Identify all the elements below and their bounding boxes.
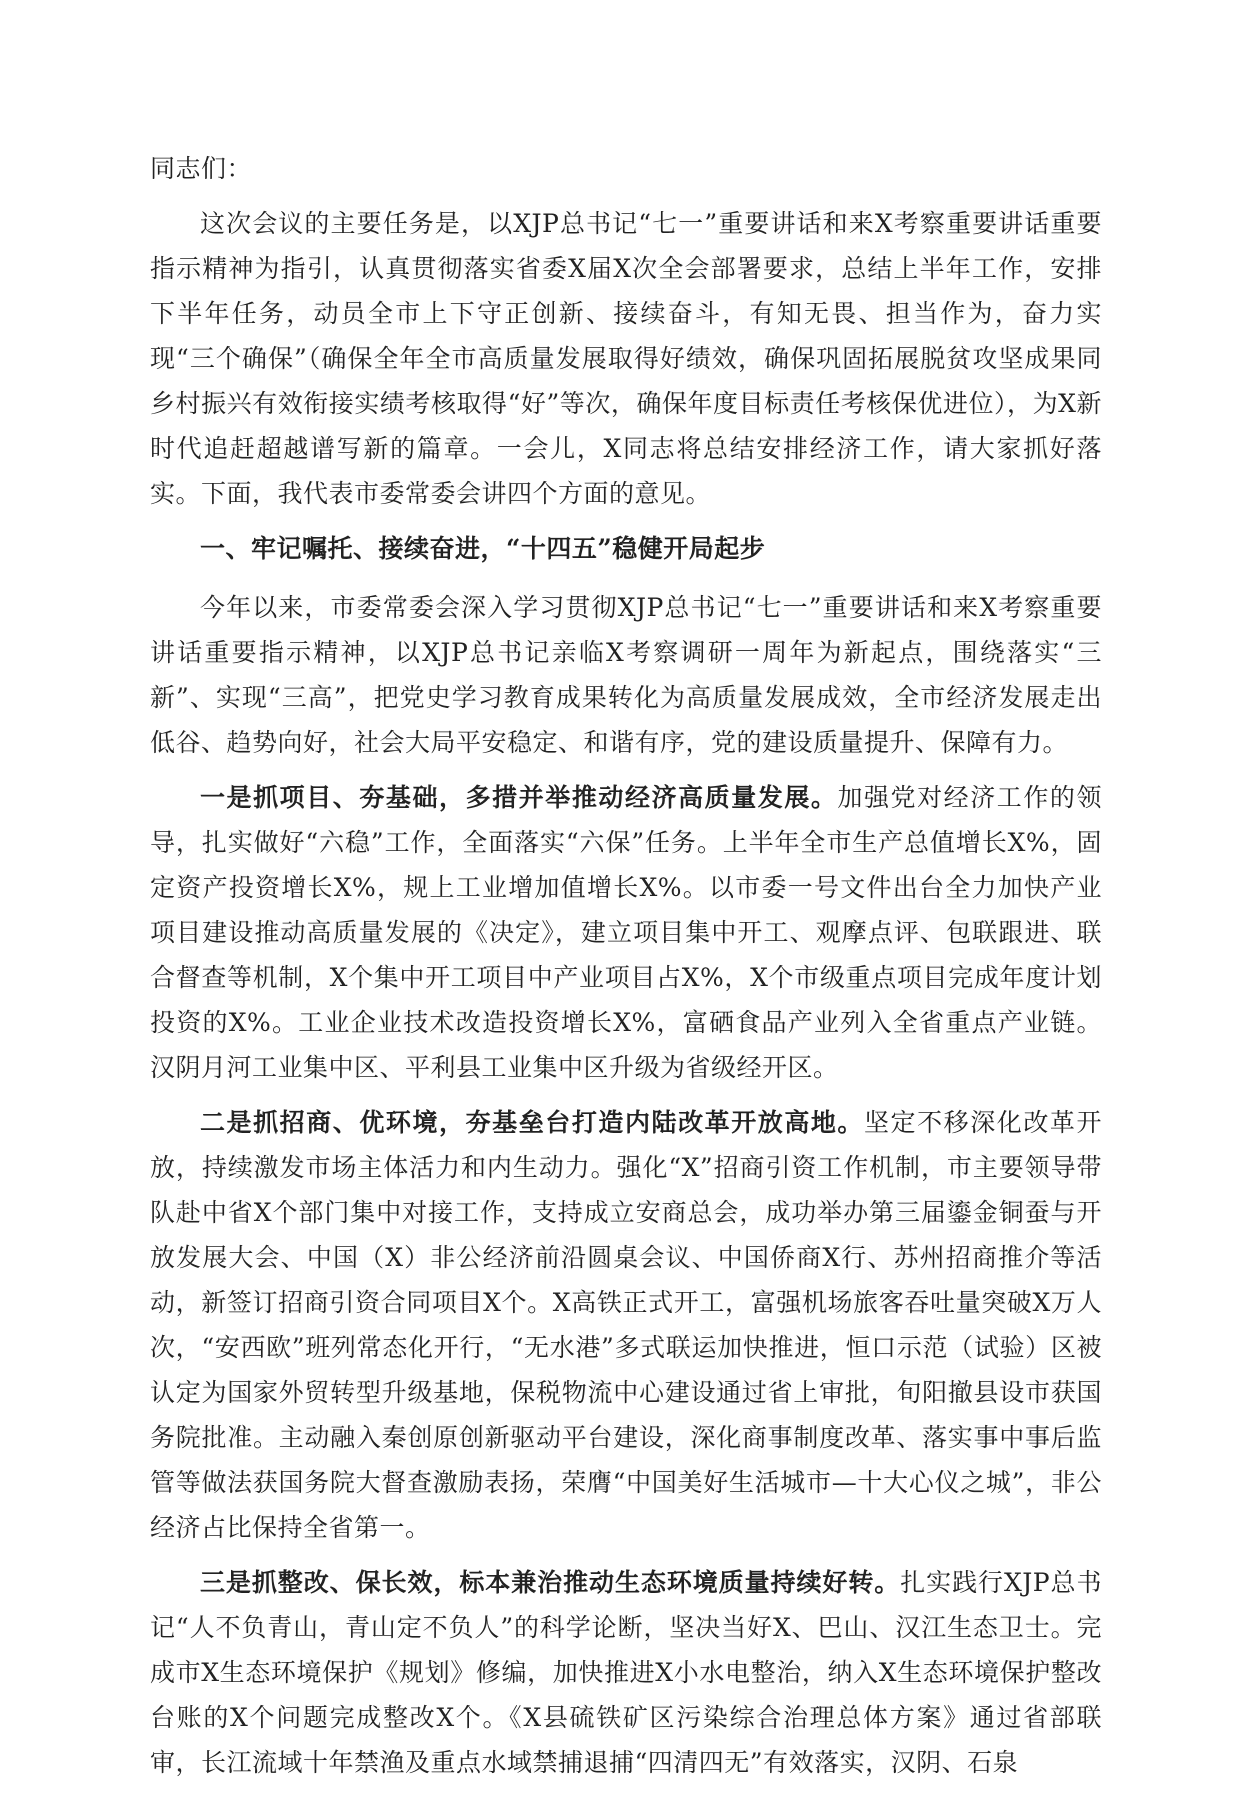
point-3-lead: 三是抓整改、保长效，标本兼治推动生态环境质量持续好转。 [200,1568,901,1597]
point-2-body: 坚定不移深化改革开放，持续激发市场主体活力和内生动力。强化“X”招商引资工作机制，市主要领导带队赴中省X个部门集中对接工作，支持成立安商总会，成功举办第三届鎏金铜蚕与开放发展大会、中国（X）非公经济前沿圆桌会议、中国侨商X行、苏州招商推介等活动，新签订招商引资合同项目X个。X高铁正式开工，富强机场旅客吞吐量突破X万人次，“安西欧”班列常态化开行，“无水港”多式联运加快推进，恒口示范（试验）区被认定为国家外贸转型升级基地，保税物流中心建设通过省上审批，旬阳撤县设市获国务院批准。主动融入秦创原创新驱动平台建设，深化商事制度改革、落实事中事后监管等做法获国务院大督查激励表扬，荣膺“中国美好生活城市—十大心仪之城”，非公经济占比保持全省第一。 [150,1108,1102,1542]
point-3-paragraph [150,1560,1102,1785]
section-heading-1: 一、牢记嘱托、接续奋进，“十四五”稳健开局起步 [200,534,766,563]
point-2-lead: 二是抓招商、优环境，夯基垒台打造内陆改革开放高地。 [200,1108,864,1137]
section-1-intro-paragraph: 今年以来，市委常委会深入学习贯彻XJP总书记“七一”重要讲话和来X考察重要讲话重要指示精神，以XJP总书记亲临X考察调研一周年为新起点，围绕落实“三新”、实现“三高”，把党史学习教育成果转化为高质量发展成效，全市经济发展走出低谷、趋势向好，社会大局平安稳定、和谐有序，党的建设质量提升、保障有力。 [150,593,1102,757]
salutation: 同志们： [150,154,253,183]
document-page [150,146,1102,1795]
point-2-paragraph [150,1100,1102,1550]
point-3-body: 扎实践行XJP总书记“人不负青山，青山定不负人”的科学论断，坚决当好X、巴山、汉江生态卫士。完成市X生态环境保护《规划》修编，加快推进X小水电整治，纳入X生态环境保护整改台账的X个问题完成整改X个。《X县硫铁矿区污染综合治理总体方案》通过省部联审，长江流域十年禁渔及重点水域禁捕退捕“四清四无”有效落实，汉阴、石泉 [150,1568,1102,1777]
point-1-body: 加强党对经济工作的领导，扎实做好“六稳”工作，全面落实“六保”任务。上半年全市生产总值增长X%，固定资产投资增长X%，规上工业增加值增长X%。以市委一号文件出台全力加快产业项目建设推动高质量发展的《决定》，建立项目集中开工、观摩点评、包联跟进、联合督查等机制，X个集中开工项目中产业项目占X%，X个市级重点项目完成年度计划投资的X%。工业企业技术改造投资增长X%，富硒食品产业列入全省重点产业链。汉阴月河工业集中区、平利县工业集中区升级为省级经开区。 [150,783,1102,1082]
intro-paragraph: 这次会议的主要任务是，以XJP总书记“七一”重要讲话和来X考察重要讲话重要指示精神为指引，认真贯彻落实省委X届X次全会部署要求，总结上半年工作，安排下半年任务，动员全市上下守正创新、接续奋斗，有知无畏、担当作为，奋力实现“三个确保”（确保全年全市高质量发展取得好绩效，确保巩固拓展脱贫攻坚成果同乡村振兴有效衔接实绩考核取得“好”等次，确保年度目标责任考核保优进位），为X新时代追赶超越谱写新的篇章。一会儿，X同志将总结安排经济工作，请大家抓好落实。下面，我代表市委常委会讲四个方面的意见。 [150,209,1102,508]
point-1-lead: 一是抓项目、夯基础，多措并举推动经济高质量发展。 [200,783,838,812]
point-1-paragraph [150,775,1102,1090]
